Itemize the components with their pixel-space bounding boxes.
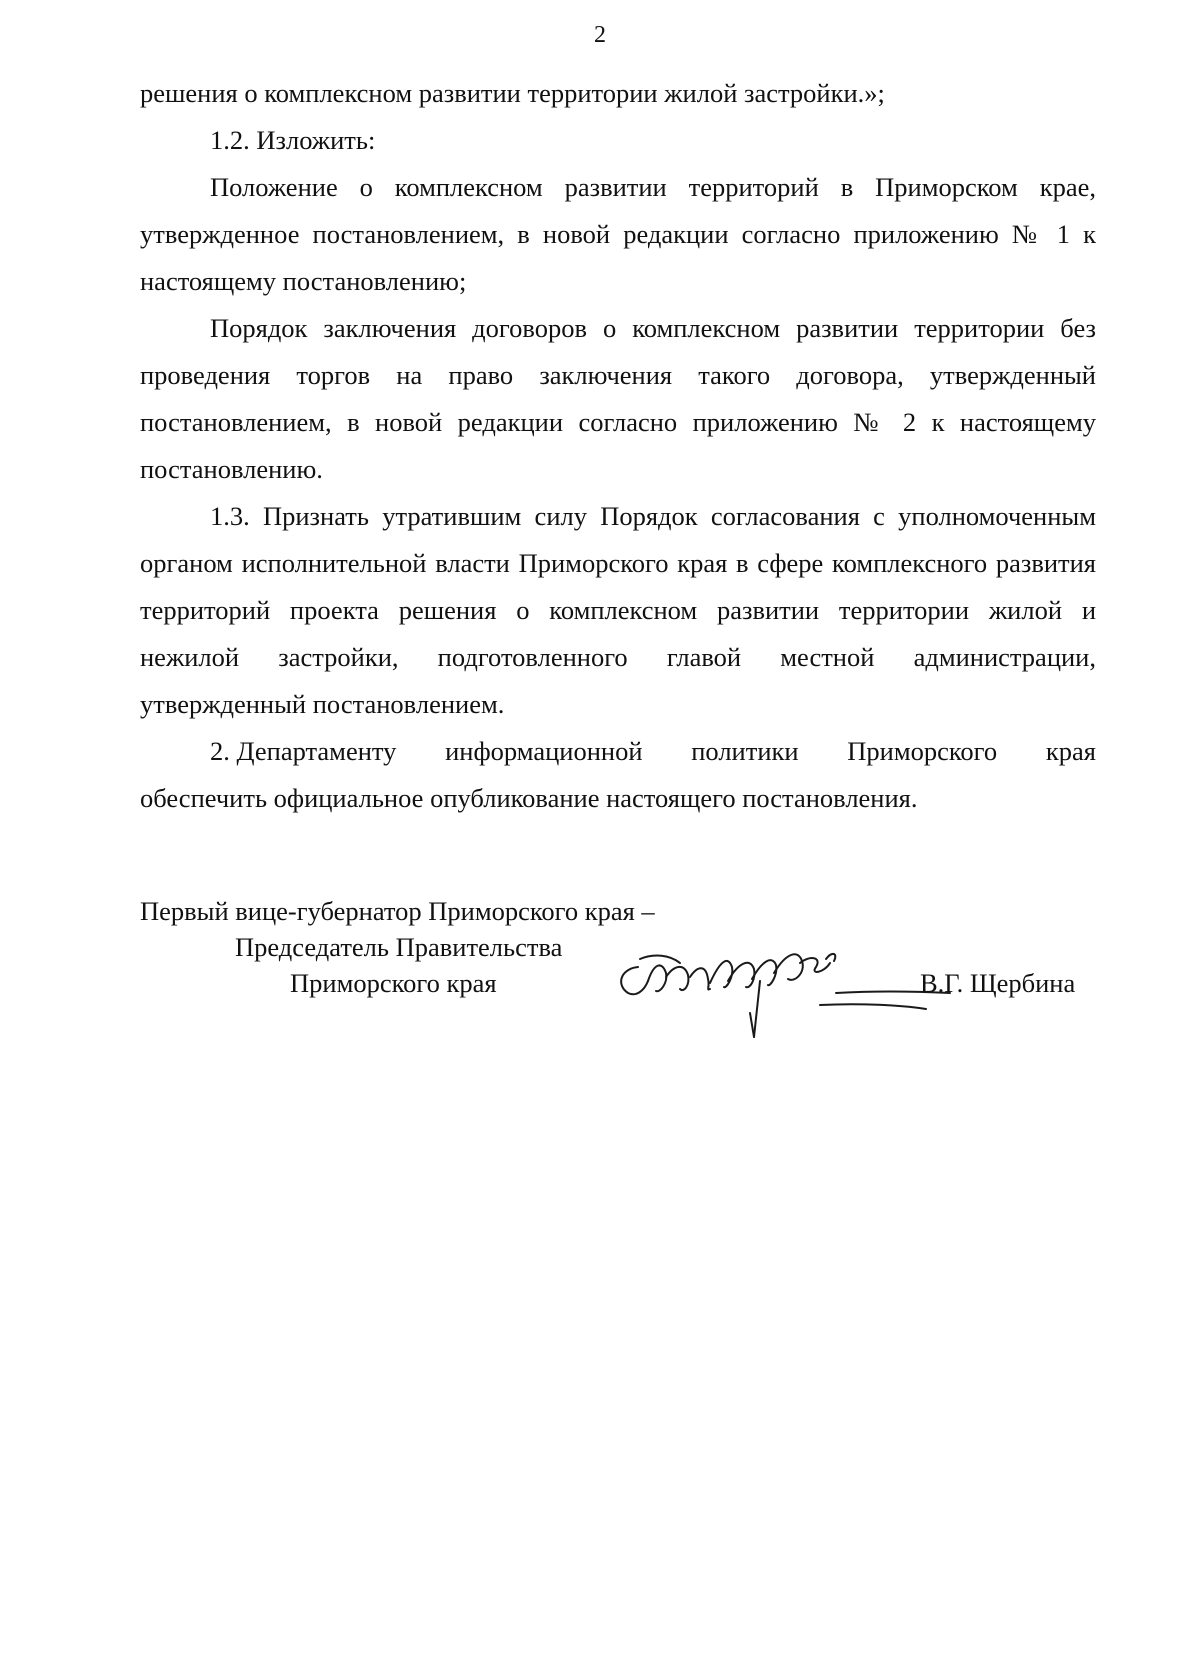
paragraph-continuation: решения о комплексном развитии территории жилой застройки.»; <box>140 78 885 108</box>
signer-position-line2: Председатель Правительства <box>235 932 563 962</box>
signature-block <box>140 893 1100 1033</box>
handwritten-signature <box>610 933 970 1043</box>
paragraph-item-2-first-line <box>140 728 1096 775</box>
dept-word: 2. Департаменту <box>210 736 397 766</box>
signer-position-line3: Приморского края <box>290 968 497 998</box>
signer-name: В.Г. Щербина <box>920 968 1076 998</box>
paragraph-item-2-continuation: обеспечить официальное опубликование настоящего постановления. <box>140 783 918 813</box>
dept-word: информационной <box>445 736 643 766</box>
paragraph-item-1-2: 1.2. Изложить: <box>210 125 376 155</box>
dept-word: Приморского <box>847 736 998 766</box>
dept-word: края <box>1045 736 1096 766</box>
dept-word: политики <box>691 736 799 766</box>
document-body <box>140 70 1096 822</box>
paragraph-regulation: Положение о комплексном развитии территорий в Приморском крае, утвержденное постановлением, в новой редакции согласно приложению № 1 к настоящему постановлению; <box>140 172 1096 296</box>
page-number: 2 <box>594 22 606 48</box>
paragraph-item-1-3: 1.3. Признать утратившим силу Порядок согласования с уполномоченным органом исполнительной власти Приморского края в сфере комплексного развития территорий проекта решения о комплексном развитии территории жилой и нежилой застройки, подготовленного главой местной администрации, утвержденный постановлением. <box>140 501 1096 719</box>
paragraph-contract-procedure: Порядок заключения договоров о комплексном развитии территории без проведения торгов на право заключения такого договора, утвержденный постановлением, в новой редакции согласно приложению № 2 к настоящему постановлению. <box>140 313 1096 484</box>
signer-position-line1: Первый вице-губернатор Приморского края – <box>140 896 655 926</box>
